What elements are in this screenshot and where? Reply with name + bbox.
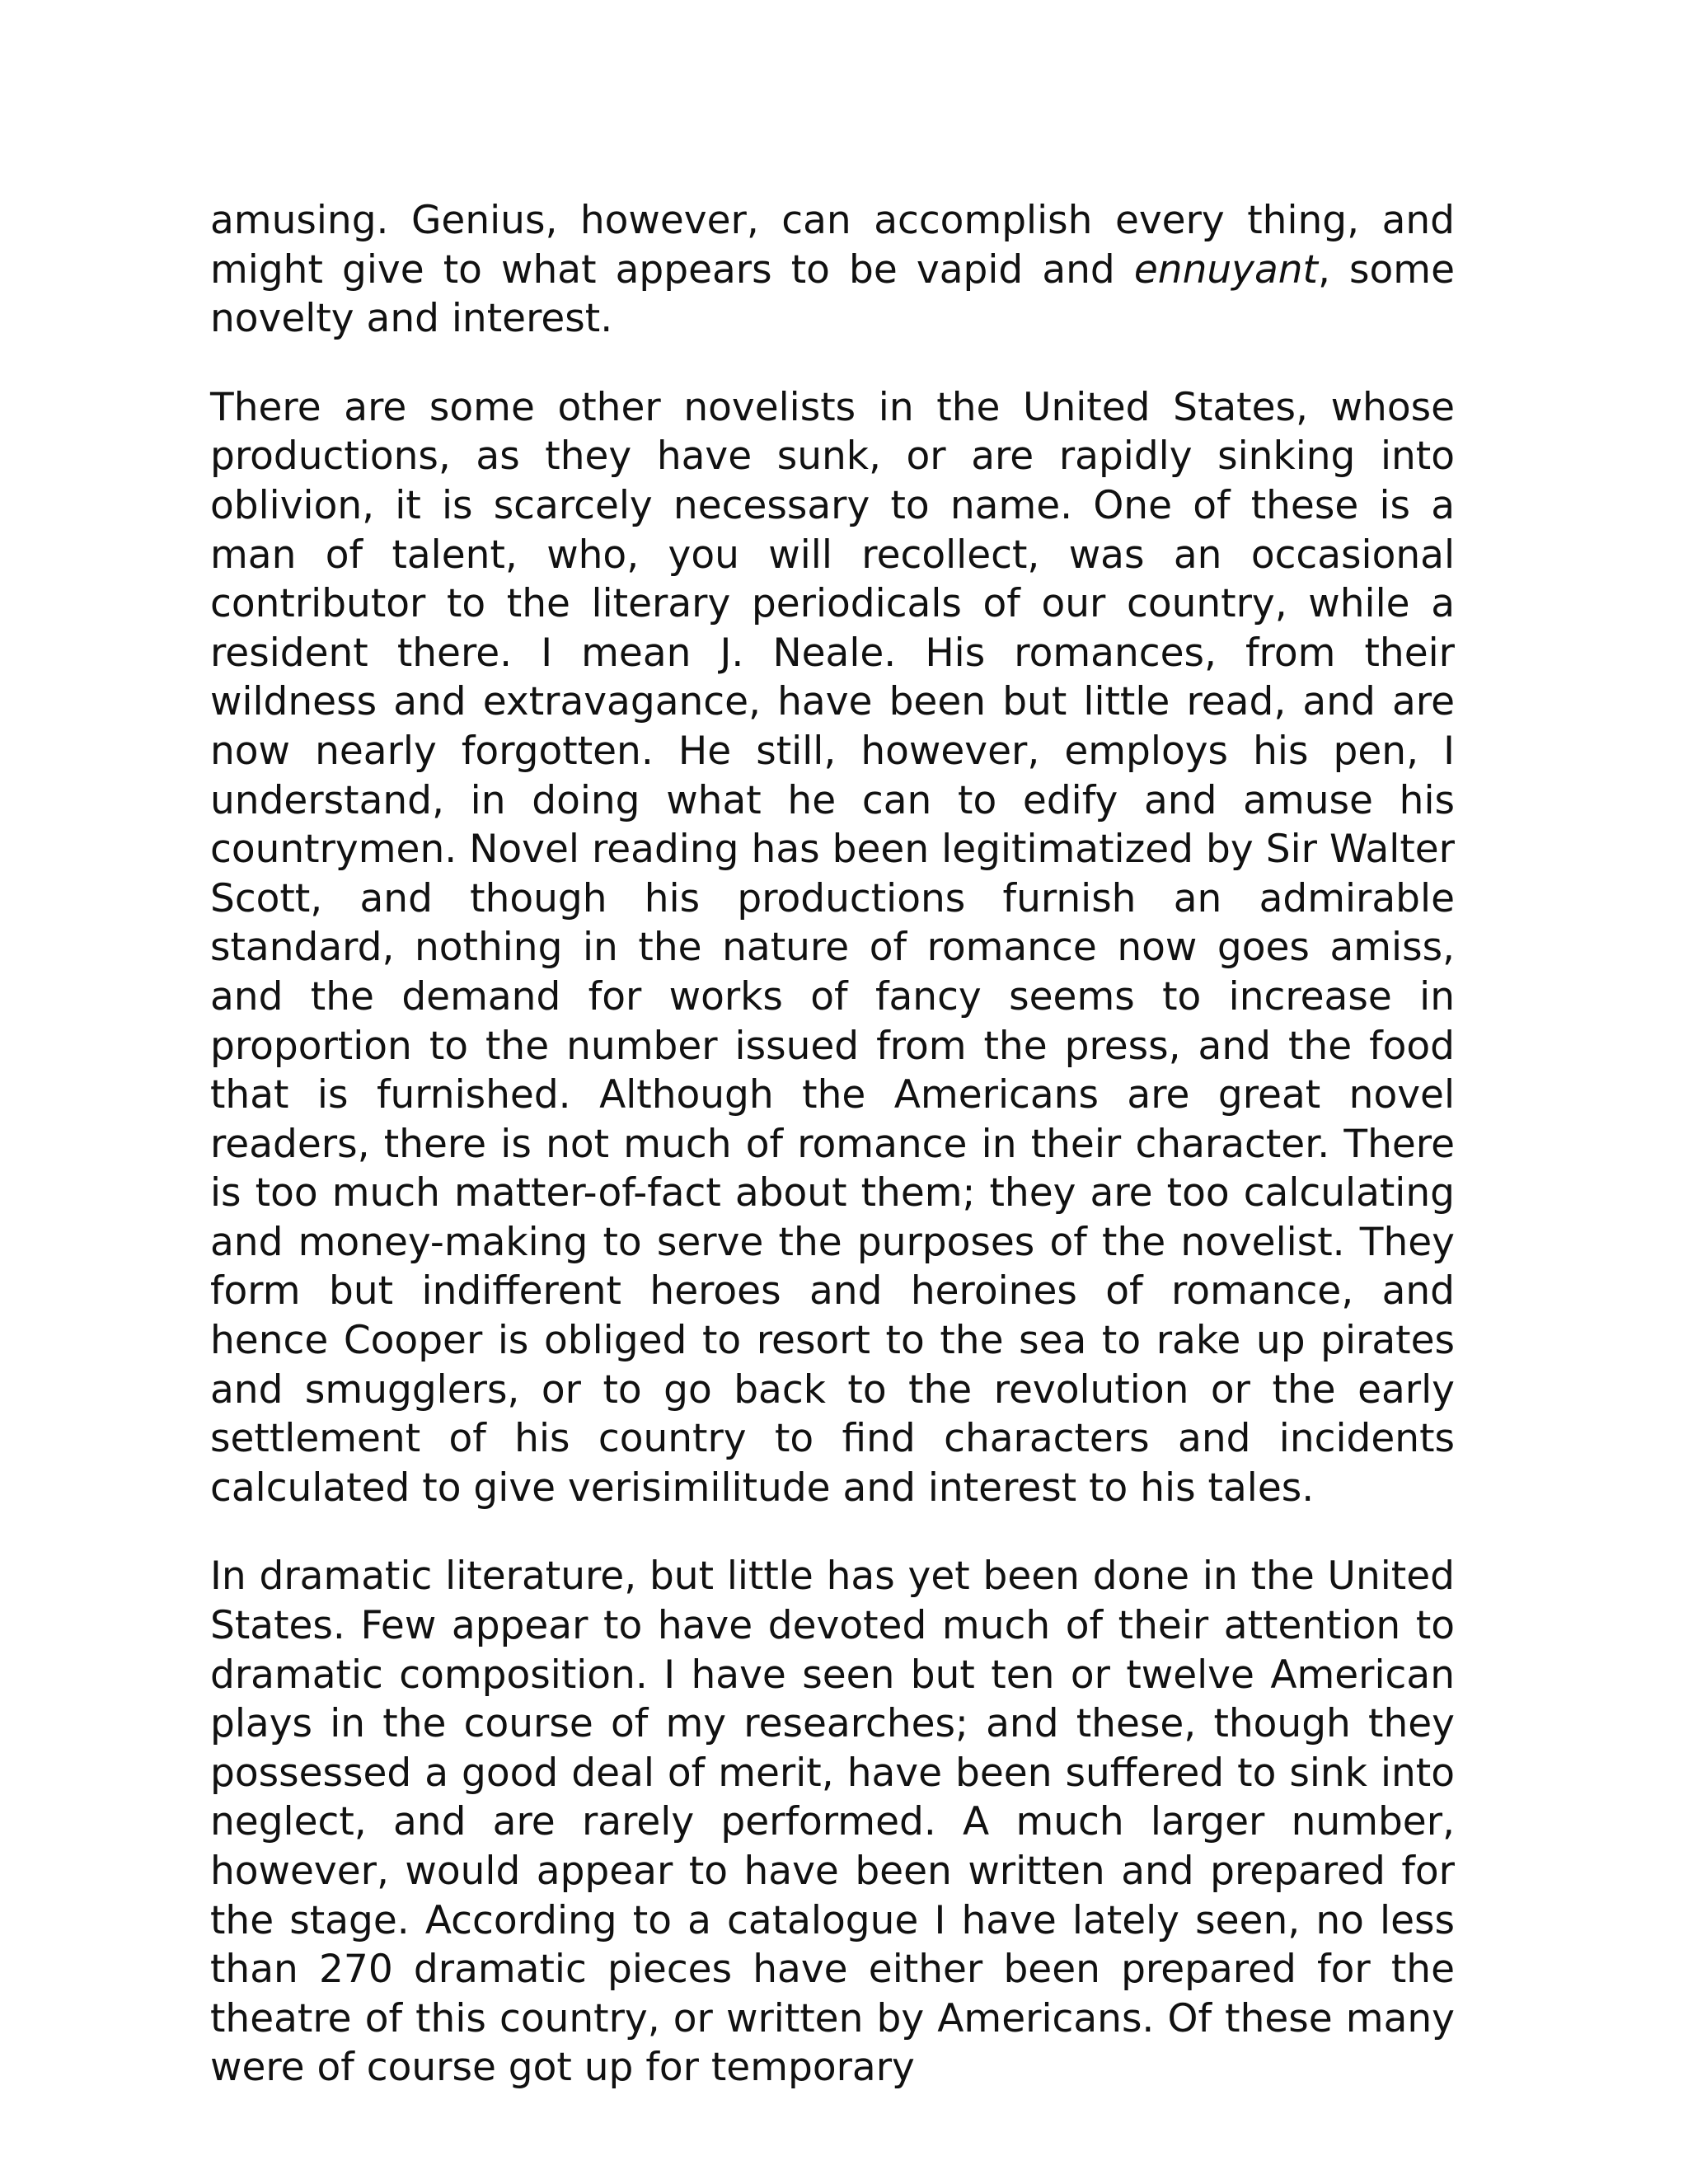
paragraph-1-text-a: amusing. Genius, however, can accomplish every thing, and might give to what appears to be vapid and xyxy=(210,198,1455,293)
document-page xyxy=(210,196,1455,2093)
paragraph-1 xyxy=(210,196,1455,344)
paragraph-1-text-b: , some novelty and interest. xyxy=(210,246,1455,342)
paragraph-3: In dramatic literature, but little has yet been done in the United States. Few appear to have devoted much of their attention to dramatic composition. I have seen but ten or twelve American plays in the course of my researches; and these, though they possessed a good deal of merit, have been suffered to sink into neglect, and are rarely performed. A much larger number, however, would appear to have been written and prepared for the stage. According to a catalogue I have lately seen, no less than 270 dramatic pieces have either been prepared for the theatre of this country, or written by Americans. Of these many were of course got up for temporary xyxy=(210,1554,1455,2091)
paragraph-1-italic-word: ennuyant xyxy=(1133,246,1318,293)
paragraph-2: There are some other novelists in the United States, whose productions, as they have sunk, or are rapidly sinking into oblivion, it is scarcely necessary to name. One of these is a man of talent, who, you will recollect, was an occasional contributor to the literary periodicals of our country, while a resident there. I mean J. Neale. His romances, from their wildness and extravagance, have been but little read, and are now nearly forgotten. He still, however, employs his pen, I understand, in doing what he can to edify and amuse his countrymen. Novel reading has been legitimatized by Sir Walter Scott, and though his productions furnish an admirable standard, nothing in the nature of romance now goes amiss, and the demand for works of fancy seems to increase in proportion to the number issued from the press, and the food that is furnished. Although the Americans are great novel readers, there is not much of romance in their character. There is too much matter-of-fact about them; they are too calculating and money-making to serve the purposes of the novelist. They form but indifferent heroes and heroines of romance, and hence Cooper is obliged to resort to the sea to rake up pirates and smugglers, or to go back to the revolution or the early settlement of his country to find characters and incidents calculated to give verisimilitude and interest to his tales. xyxy=(210,384,1455,1511)
